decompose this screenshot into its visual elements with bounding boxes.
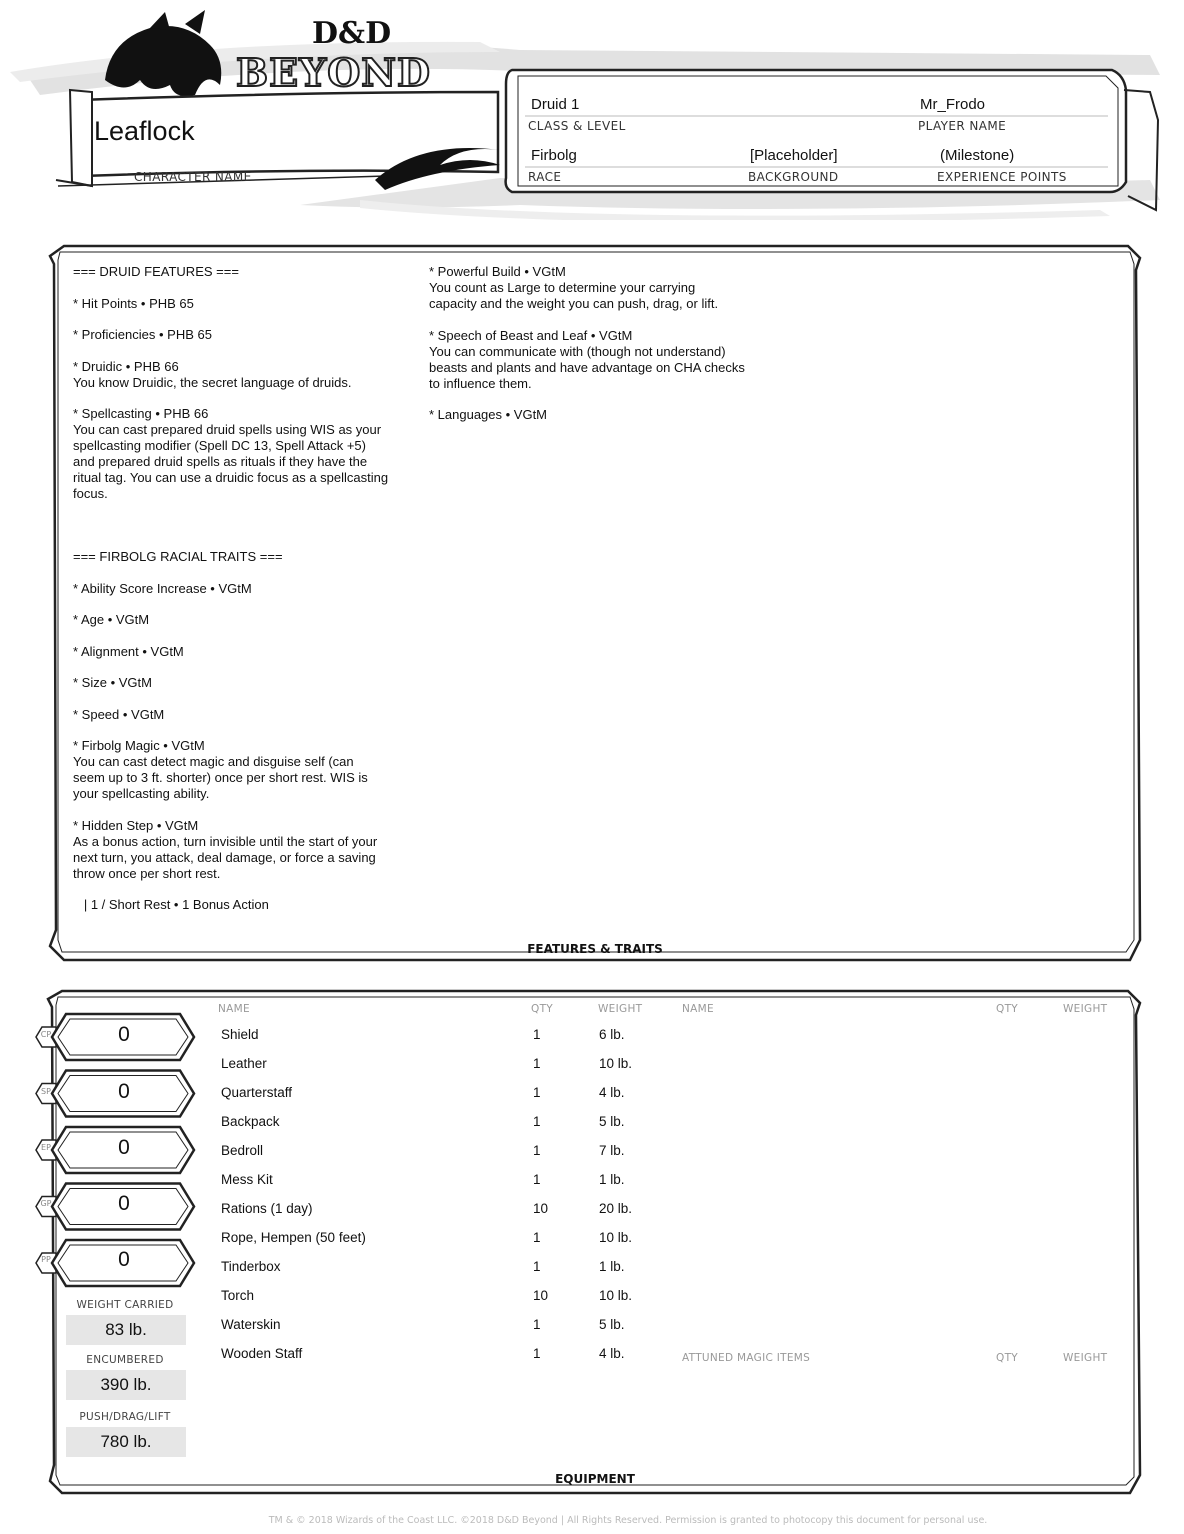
coin-label-sp: SP <box>41 1087 51 1096</box>
encumbered-value: 390 lb. <box>66 1370 186 1400</box>
features-column-1 <box>73 264 418 929</box>
item-name: Torch <box>221 1288 255 1303</box>
item-name: Bedroll <box>221 1143 264 1158</box>
coin-label-gp: GP <box>40 1199 52 1208</box>
feature-entry: * Size • VGtM <box>73 675 152 690</box>
item-qty: 1 <box>533 1085 541 1100</box>
push-drag-lift-value: 780 lb. <box>66 1427 186 1457</box>
item-name: Wooden Staff <box>221 1346 303 1361</box>
coin-value-cp[interactable]: 0 <box>118 1023 130 1046</box>
coin-label-pp: PP <box>41 1255 51 1264</box>
feature-entry: === FIRBOLG RACIAL TRAITS === <box>73 549 283 564</box>
item-weight: 4 lb. <box>599 1346 625 1361</box>
equipment-row[interactable] <box>221 1259 641 1279</box>
item-name: Rations (1 day) <box>221 1201 313 1216</box>
feature-entry: * Age • VGtM <box>73 612 150 627</box>
item-weight: 10 lb. <box>599 1056 633 1071</box>
weight-carried-label: WEIGHT CARRIED <box>76 1299 174 1311</box>
item-weight: 5 lb. <box>599 1114 625 1129</box>
item-weight: 10 lb. <box>599 1288 633 1303</box>
feature-entry: * Speech of Beast and Leaf • VGtM You can communicate with (though not understand) beasts and plants and have advantage on CHA checks to influence them. <box>429 327 745 391</box>
equipment-row[interactable] <box>221 1288 641 1308</box>
equipment-header-qty: QTY <box>531 1003 553 1015</box>
item-qty: 1 <box>533 1259 541 1274</box>
item-qty: 1 <box>533 1143 541 1158</box>
features-column-2 <box>429 264 774 439</box>
coin-value-gp[interactable]: 0 <box>118 1192 130 1215</box>
item-weight: 7 lb. <box>599 1143 625 1158</box>
item-weight: 10 lb. <box>599 1230 633 1245</box>
feature-entry: * Alignment • VGtM <box>73 643 184 659</box>
item-weight: 1 lb. <box>599 1259 625 1274</box>
item-weight: 6 lb. <box>599 1027 625 1042</box>
feature-entry: * Proficiencies • PHB 65 <box>73 327 212 342</box>
experience-value[interactable]: (Milestone) <box>940 147 1015 164</box>
item-name: Waterskin <box>221 1317 281 1332</box>
item-qty: 10 <box>533 1288 549 1303</box>
item-weight: 20 lb. <box>599 1201 633 1216</box>
attuned-header-qty: QTY <box>996 1352 1018 1364</box>
equipment-header-name: NAME <box>218 1003 250 1015</box>
item-qty: 1 <box>533 1114 541 1129</box>
coin-value-ep[interactable]: 0 <box>118 1136 130 1159</box>
coin-label-cp: CP <box>40 1030 52 1039</box>
character-name-label: CHARACTER NAME <box>134 170 252 184</box>
feature-entry: * Hit Points • PHB 65 <box>73 295 194 311</box>
weight-carried-value: 83 lb. <box>66 1315 186 1345</box>
character-name[interactable]: Leaflock <box>94 116 195 146</box>
item-name: Backpack <box>221 1114 280 1129</box>
equipment-header-weight: WEIGHT <box>598 1003 643 1015</box>
player-name-value[interactable]: Mr_Frodo <box>920 96 986 113</box>
coin-value-pp[interactable]: 0 <box>118 1248 130 1271</box>
equipment-header-weight-2: WEIGHT <box>1063 1003 1108 1015</box>
header-banner-art <box>0 0 1184 220</box>
item-qty: 1 <box>533 1027 541 1042</box>
equipment-row[interactable] <box>221 1230 641 1250</box>
attuned-header-weight: WEIGHT <box>1063 1352 1108 1364</box>
item-name: Tinderbox <box>221 1259 281 1274</box>
feature-entry: * Hidden Step • VGtM As a bonus action, turn invisible until the start of your next turn, you attack, deal damage, or force a saving throw once per short rest. <box>73 817 378 881</box>
equipment-row[interactable] <box>221 1346 641 1366</box>
encumbered-label: ENCUMBERED <box>86 1354 164 1366</box>
feature-entry: * Ability Score Increase • VGtM <box>73 580 252 596</box>
player-name-label: PLAYER NAME <box>918 119 1007 133</box>
item-name: Quarterstaff <box>221 1085 293 1100</box>
race-label: RACE <box>528 170 562 184</box>
coin-value-sp[interactable]: 0 <box>118 1080 130 1103</box>
feature-usage: | 1 / Short Rest • 1 Bonus Action <box>73 897 269 912</box>
equipment-title: EQUIPMENT <box>555 1472 635 1486</box>
item-name: Leather <box>221 1056 267 1071</box>
equipment-row[interactable] <box>221 1085 641 1105</box>
feature-entry: * Druidic • PHB 66 You know Druidic, the secret language of druids. <box>73 358 352 390</box>
equipment-row[interactable] <box>221 1056 641 1076</box>
item-qty: 1 <box>533 1172 541 1187</box>
item-name: Shield <box>221 1027 259 1042</box>
equipment-row[interactable] <box>221 1143 641 1163</box>
feature-spacer <box>73 518 418 534</box>
dnd-beyond-logo: BEYOND <box>236 50 431 95</box>
item-name: Mess Kit <box>221 1172 273 1187</box>
equipment-row[interactable] <box>221 1114 641 1134</box>
feature-entry: * Firbolg Magic • VGtM You can cast detect magic and disguise self (can seem up to 3 ft. shorter) once per short rest. WIS is your spellcasting ability. <box>73 738 368 801</box>
feature-entry: * Languages • VGtM <box>429 407 548 422</box>
item-name: Rope, Hempen (50 feet) <box>221 1230 366 1245</box>
background-label: BACKGROUND <box>748 170 839 184</box>
attuned-items-label: ATTUNED MAGIC ITEMS <box>682 1352 811 1364</box>
item-qty: 1 <box>533 1056 541 1071</box>
item-weight: 5 lb. <box>599 1317 625 1332</box>
item-qty: 10 <box>533 1201 549 1216</box>
coin-label-ep: EP <box>41 1143 51 1152</box>
background-value[interactable]: [Placeholder] <box>750 147 838 164</box>
feature-entry: * Powerful Build • VGtM You count as Large to determine your carrying capacity and the weight you can push, drag, or lift. <box>429 264 719 311</box>
race-value[interactable]: Firbolg <box>531 147 577 164</box>
feature-entry: === DRUID FEATURES === <box>73 264 239 279</box>
equipment-row[interactable] <box>221 1201 641 1221</box>
dnd-logo-top: D&D <box>312 16 392 51</box>
feature-entry: * Speed • VGtM <box>73 706 165 722</box>
experience-label: EXPERIENCE POINTS <box>937 170 1067 184</box>
item-qty: 1 <box>533 1230 541 1245</box>
class-level-label: CLASS & LEVEL <box>528 119 626 133</box>
equipment-header-qty-2: QTY <box>996 1003 1018 1015</box>
push-drag-lift-label: PUSH/DRAG/LIFT <box>79 1411 171 1423</box>
feature-entry: * Spellcasting • PHB 66 You can cast prepared druid spells using WIS as your spellcasting modifier (Spell DC 13, Spell Attack +5) and prepared druid spells as rituals if they have the ritual tag. You can use a druidic focus as a spellcasting focus. <box>73 406 389 501</box>
item-weight: 1 lb. <box>599 1172 625 1187</box>
features-title: FEATURES & TRAITS <box>527 942 663 956</box>
item-weight: 4 lb. <box>599 1085 625 1100</box>
item-qty: 1 <box>533 1346 541 1361</box>
equipment-row[interactable] <box>221 1317 641 1337</box>
item-qty: 1 <box>533 1317 541 1332</box>
footer-copyright: TM & © 2018 Wizards of the Coast LLC. ©2018 D&D Beyond | All Rights Reserved. Permission is granted to photocopy this document for personal use. <box>268 1515 988 1526</box>
equipment-header-name-2: NAME <box>682 1003 714 1015</box>
class-level-value[interactable]: Druid 1 <box>531 96 580 113</box>
equipment-row[interactable] <box>221 1172 641 1192</box>
equipment-row[interactable] <box>221 1027 641 1047</box>
